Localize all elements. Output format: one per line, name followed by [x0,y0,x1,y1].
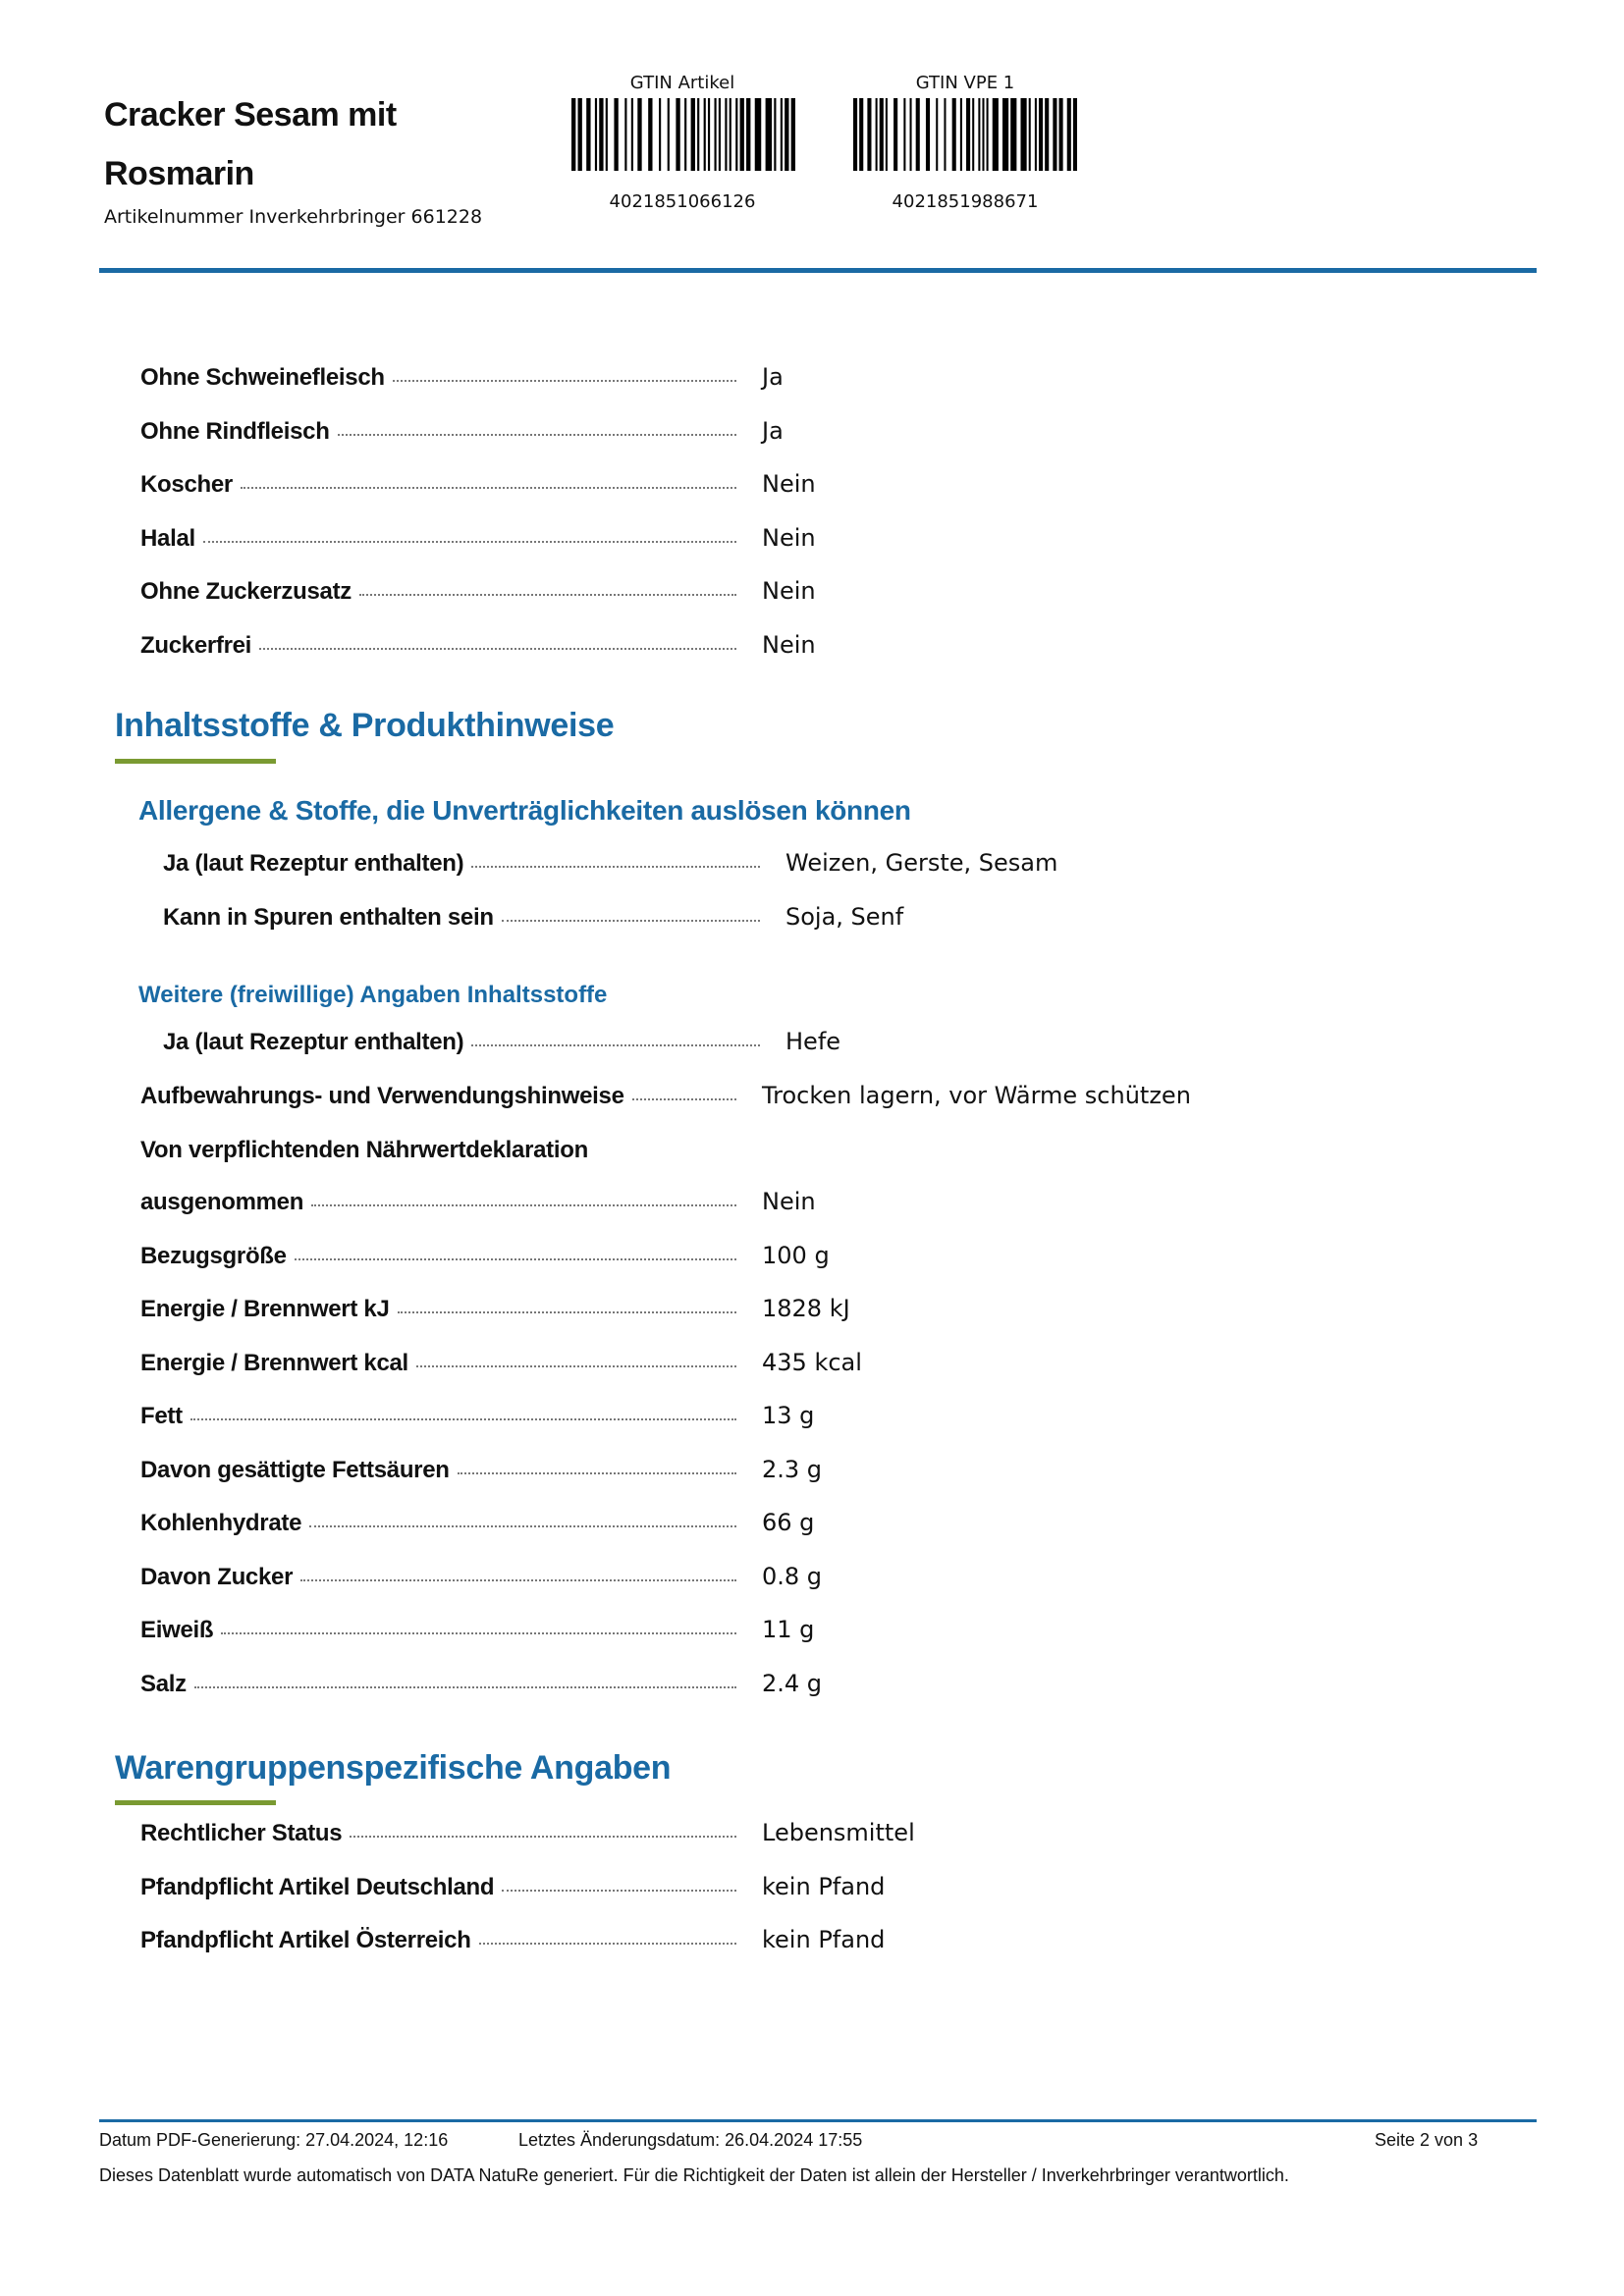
attr-value: 435 kcal [762,1348,862,1376]
attr-value: Nein [762,630,816,659]
attr-row [140,470,1220,524]
attr-label: Rechtlicher Status [140,1820,343,1846]
gtin-vpe-barcode [853,98,1077,171]
gtin-vpe-number: 4021851988671 [892,191,1039,212]
further-info-list [163,1028,1243,1082]
attr-row [140,1242,1220,1296]
attr-label: Koscher [140,471,233,498]
article-number: Artikelnummer Inverkehrbringer 661228 [104,206,483,228]
attr-value: Lebensmittel [762,1819,915,1846]
allergens-list [163,849,1243,957]
attr-value: Soja, Senf [785,903,904,931]
attr-value: Trocken lagern, vor Wärme schützen [762,1082,1191,1109]
attr-row [140,577,1220,631]
attr-value: kein Pfand [762,1926,886,1953]
attr-row [140,1188,1220,1242]
attr-value: 11 g [762,1616,815,1643]
attr-label: Ohne Zuckerzusatz [140,578,352,605]
attr-value: 66 g [762,1509,815,1536]
section-underline [115,759,276,764]
attr-row [163,849,1243,903]
attr-row [140,417,1220,471]
attr-row [140,1616,1220,1670]
general-attributes [140,363,1220,684]
footer-generated: Datum PDF-Generierung: 27.04.2024, 12:16 [99,2130,449,2150]
attr-label: Davon Zucker [140,1563,294,1590]
attr-value: Nein [762,1188,816,1215]
attr-value: Ja [762,416,784,445]
attr-value: Nein [762,523,816,552]
attr-label: Halal [140,524,195,552]
further-info-title: Weitere (freiwillige) Angaben Inhaltsstoffe [138,982,608,1008]
attr-value: 1828 kJ [762,1295,850,1322]
exempt-label-line1: Von verpflichtenden Nährwertdeklaration [140,1137,588,1163]
attr-value: 2.4 g [762,1669,823,1697]
attr-value: kein Pfand [762,1872,886,1900]
attr-label: Fett [140,1403,183,1429]
attr-label: Davon gesättigte Fettsäuren [140,1456,450,1483]
attr-value: 2.3 g [762,1455,823,1483]
gtin-article-barcode [571,98,795,171]
attr-value: Hefe [785,1028,841,1055]
attr-label: ausgenommen [140,1189,304,1215]
attr-label: Pfandpflicht Artikel Österreich [140,1927,471,1953]
storage-row [140,1082,1417,1136]
footer-modified: Letztes Änderungsdatum: 26.04.2024 17:55 [518,2130,863,2150]
attr-value: Weizen, Gerste, Sesam [785,849,1058,877]
section-underline [115,1800,276,1805]
attr-label: Energie / Brennwert kJ [140,1296,390,1322]
attr-row [163,903,1243,957]
attr-row [140,1819,1220,1873]
attr-label: Ja (laut Rezeptur enthalten) [163,850,464,877]
footer-disclaimer: Dieses Datenblatt wurde automatisch von DATA NatuRe generiert. Für die Richtigkeit der Daten ist allein der Hersteller / Inverkehrbringer verantwortlich. [99,2165,1289,2185]
attr-label: Salz [140,1670,187,1697]
nutrition-list [140,1188,1220,1723]
attr-row [140,1456,1220,1510]
section-title-ingredients: Inhaltsstoffe & Produkthinweise [115,707,615,744]
section-title-product-group: Warengruppenspezifische Angaben [115,1749,672,1787]
attr-label: Eiweiß [140,1617,214,1643]
attr-label: Energie / Brennwert kcal [140,1349,408,1376]
gtin-article-label: GTIN Artikel [629,73,735,93]
attr-row [140,1349,1220,1403]
header-divider [99,268,1537,273]
attr-row [140,1509,1220,1563]
attr-row [140,1926,1220,1980]
attr-value: 0.8 g [762,1562,823,1590]
attr-label: Pfandpflicht Artikel Deutschland [140,1873,495,1900]
attr-label: Aufbewahrungs- und Verwendungshinweise [140,1083,624,1109]
attr-label: Ja (laut Rezeptur enthalten) [163,1029,464,1055]
product-title-line2: Rosmarin [104,155,254,192]
attr-row [140,1563,1220,1617]
attr-value: Nein [762,577,816,605]
gtin-article-number: 4021851066126 [609,191,756,212]
attr-label: Ohne Rindfleisch [140,417,330,445]
attr-label: Bezugsgröße [140,1242,287,1269]
attr-row [140,1295,1220,1349]
attr-label: Kann in Spuren enthalten sein [163,904,494,931]
attr-row [140,1873,1220,1927]
attr-value: Nein [762,470,816,498]
attr-value: 100 g [762,1241,830,1269]
attr-row [140,631,1220,685]
product-title-line1: Cracker Sesam mit [104,96,397,133]
footer-page-number: Seite 2 von 3 [1375,2130,1479,2150]
attr-value: Ja [762,363,784,391]
product-group-list [140,1819,1220,1980]
attr-label: Kohlenhydrate [140,1510,302,1536]
attr-row [140,1402,1220,1456]
allergens-title: Allergene & Stoffe, die Unverträglichkeiten auslösen können [138,795,911,826]
footer-divider [99,2119,1537,2122]
attr-row [140,524,1220,578]
attr-value: 13 g [762,1402,815,1429]
attr-row [140,1670,1220,1724]
attr-label: Ohne Schweinefleisch [140,364,385,391]
attr-row [163,1028,1243,1082]
attr-label: Zuckerfrei [140,631,252,659]
gtin-vpe-label: GTIN VPE 1 [915,73,1015,93]
attr-row [140,363,1220,417]
